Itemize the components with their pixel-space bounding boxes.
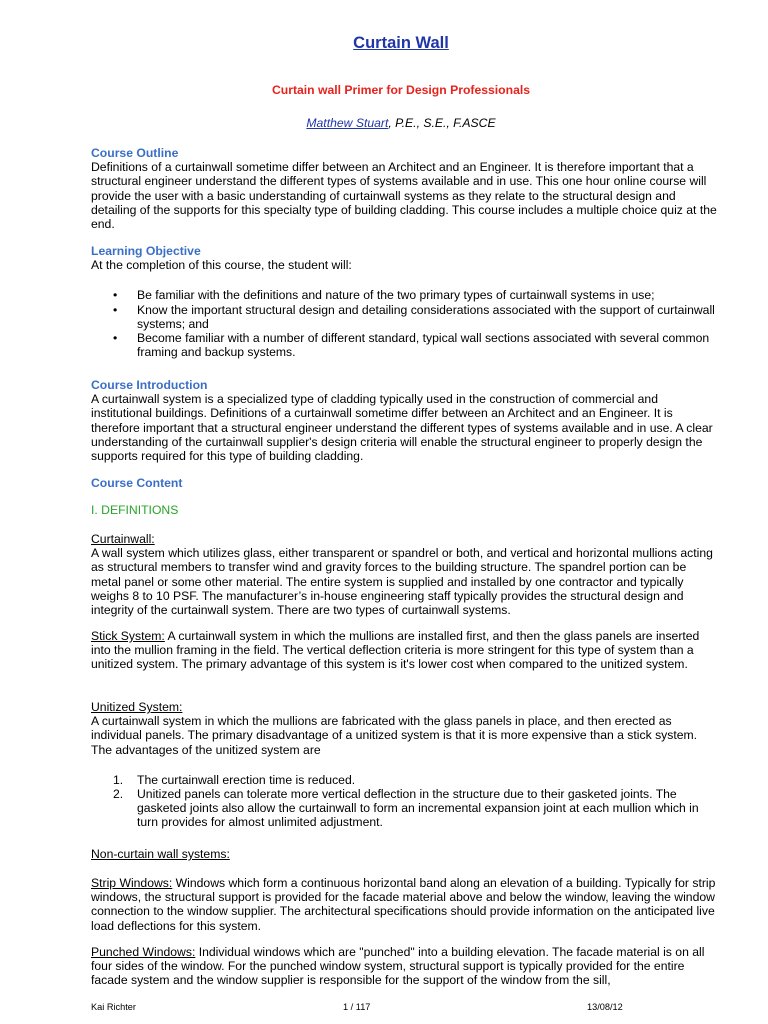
list-item: • Become familiar with a number of different standard, typical wall sections associated with several common framing and backup systems. (113, 331, 710, 360)
course-introduction-heading: Course Introduction (91, 378, 208, 392)
stick-system-term: Stick System: (91, 629, 165, 643)
course-outline-heading: Course Outline (91, 146, 179, 160)
strip-windows-term: Strip Windows: (91, 876, 173, 890)
footer-page-number: 1 / 117 (343, 1002, 371, 1012)
author-credentials: , P.E., S.E., F.ASCE (388, 116, 496, 130)
unitized-system-text: A curtainwall system in which the mullions are fabricated with the glass panels in place, and then erected as individual panels. The primary disadvantage of a unitized system is that it is more expensive than a stick system. The advantages of the unitized system are (91, 714, 698, 757)
list-item: 2. Unitized panels can tolerate more vertical deflection in the structure due to their gasketed joints. The gasketed joints also allow the curtainwall to form an incremental expansion joint at each mullion which in turn provides for almost unlimited adjustment. (113, 787, 699, 830)
definitions-heading: I. DEFINITIONS (91, 503, 179, 518)
course-introduction-text: A curtainwall system is a specialized type of cladding typically used in the construction of commercial and institutional buildings. Definitions of a curtainwall sometime differ between an Architect and an Engineer. It is therefore important that a structural engineer understand the different types of systems available and in use. A clear understanding of the curtainwall supplier's design criteria will enable the structural engineer to properly design the supports required for this type of building cladding. (91, 392, 713, 464)
learning-objective-section (91, 244, 717, 359)
footer-date: 13/08/12 (587, 1002, 623, 1012)
course-content-section (91, 476, 717, 517)
list-item: 1. The curtainwall erection time is reduced. (113, 772, 356, 787)
course-introduction-section (91, 378, 717, 463)
learning-objective-list (91, 288, 717, 359)
strip-windows-definition (91, 876, 717, 933)
footer-author: Kai Richter (91, 1002, 136, 1012)
author-line (91, 116, 711, 130)
course-content-heading: Course Content (91, 476, 183, 490)
author-link[interactable]: Matthew Stuart (306, 116, 389, 130)
punched-windows-text: Individual windows which are "punched" into a building elevation. The facade material is on all four sides of the window. For the punched window system, structural support is typically provided for the entire facade system and the window supplier is responsible for the support of the window from the sill, (91, 945, 705, 988)
bullet-icon: • (113, 288, 118, 303)
stick-system-definition (91, 629, 717, 672)
unitized-advantages-list (91, 773, 717, 830)
stick-system-text: A curtainwall system in which the mullions are installed first, and then the glass panels are inserted into the mullion framing in the field. The vertical deflection criteria is more stringent for this type of system than a unitized system. The primary advantage of this system is it's lower cost when compared to the unitized system. (91, 629, 700, 672)
course-outline-text: Definitions of a curtainwall sometime differ between an Architect and an Engineer. It is therefore important that a structural engineer understand the different types of systems available and in use. This one hour online course will provide the user with a basic understanding of curtainwall systems as they relate to the structural design and detailing of the supports for this specialty type of building cladding. This course includes a multiple choice quiz at the end. (91, 160, 717, 232)
page-subtitle: Curtain wall Primer for Design Professionals (271, 83, 531, 97)
list-item: • Be familiar with the definitions and nature of the two primary types of curtainwall systems in use; (113, 288, 655, 303)
bullet-icon: • (113, 302, 118, 317)
punched-windows-term: Punched Windows: (91, 945, 196, 959)
curtainwall-text: A wall system which utilizes glass, either transparent or spandrel or both, and vertical and horizontal mullions acting as structural members to transfer wind and gravity forces to the building structure. The spandrel portion can be metal panel or some other material. The entire system is supplied and installed by one contractor and typically weighs 8 to 10 PSF. The manufacturer’s in-house engineering staff typically provides the structural design and integrity of the curtainwall system. There are two types of curtainwall systems. (91, 546, 713, 618)
punched-windows-definition (91, 945, 717, 988)
strip-windows-text: Windows which form a continuous horizontal band along an elevation of a building. Typically for strip windows, the structural support is provided for the facade material above and below the window, leaving the window connection to the window supplier. The architectural specifications should provide information on the anticipated live load deflections for this system. (91, 876, 716, 933)
page-title: Curtain Wall (353, 34, 449, 52)
learning-objective-heading: Learning Objective (91, 244, 201, 258)
unitized-system-term: Unitized System: (91, 700, 183, 714)
bullet-icon: • (113, 331, 118, 346)
non-curtain-term: Non-curtain wall systems: (91, 847, 230, 861)
learning-objective-intro: At the completion of this course, the student will: (91, 258, 352, 273)
course-outline-section (91, 146, 717, 231)
list-item: • Know the important structural design and detailing considerations associated with the support of curtainwall systems; and (113, 302, 715, 331)
non-curtain-heading-block (91, 847, 717, 861)
unitized-system-definition (91, 700, 717, 830)
curtainwall-definition (91, 532, 717, 617)
curtainwall-term: Curtainwall: (91, 532, 155, 546)
